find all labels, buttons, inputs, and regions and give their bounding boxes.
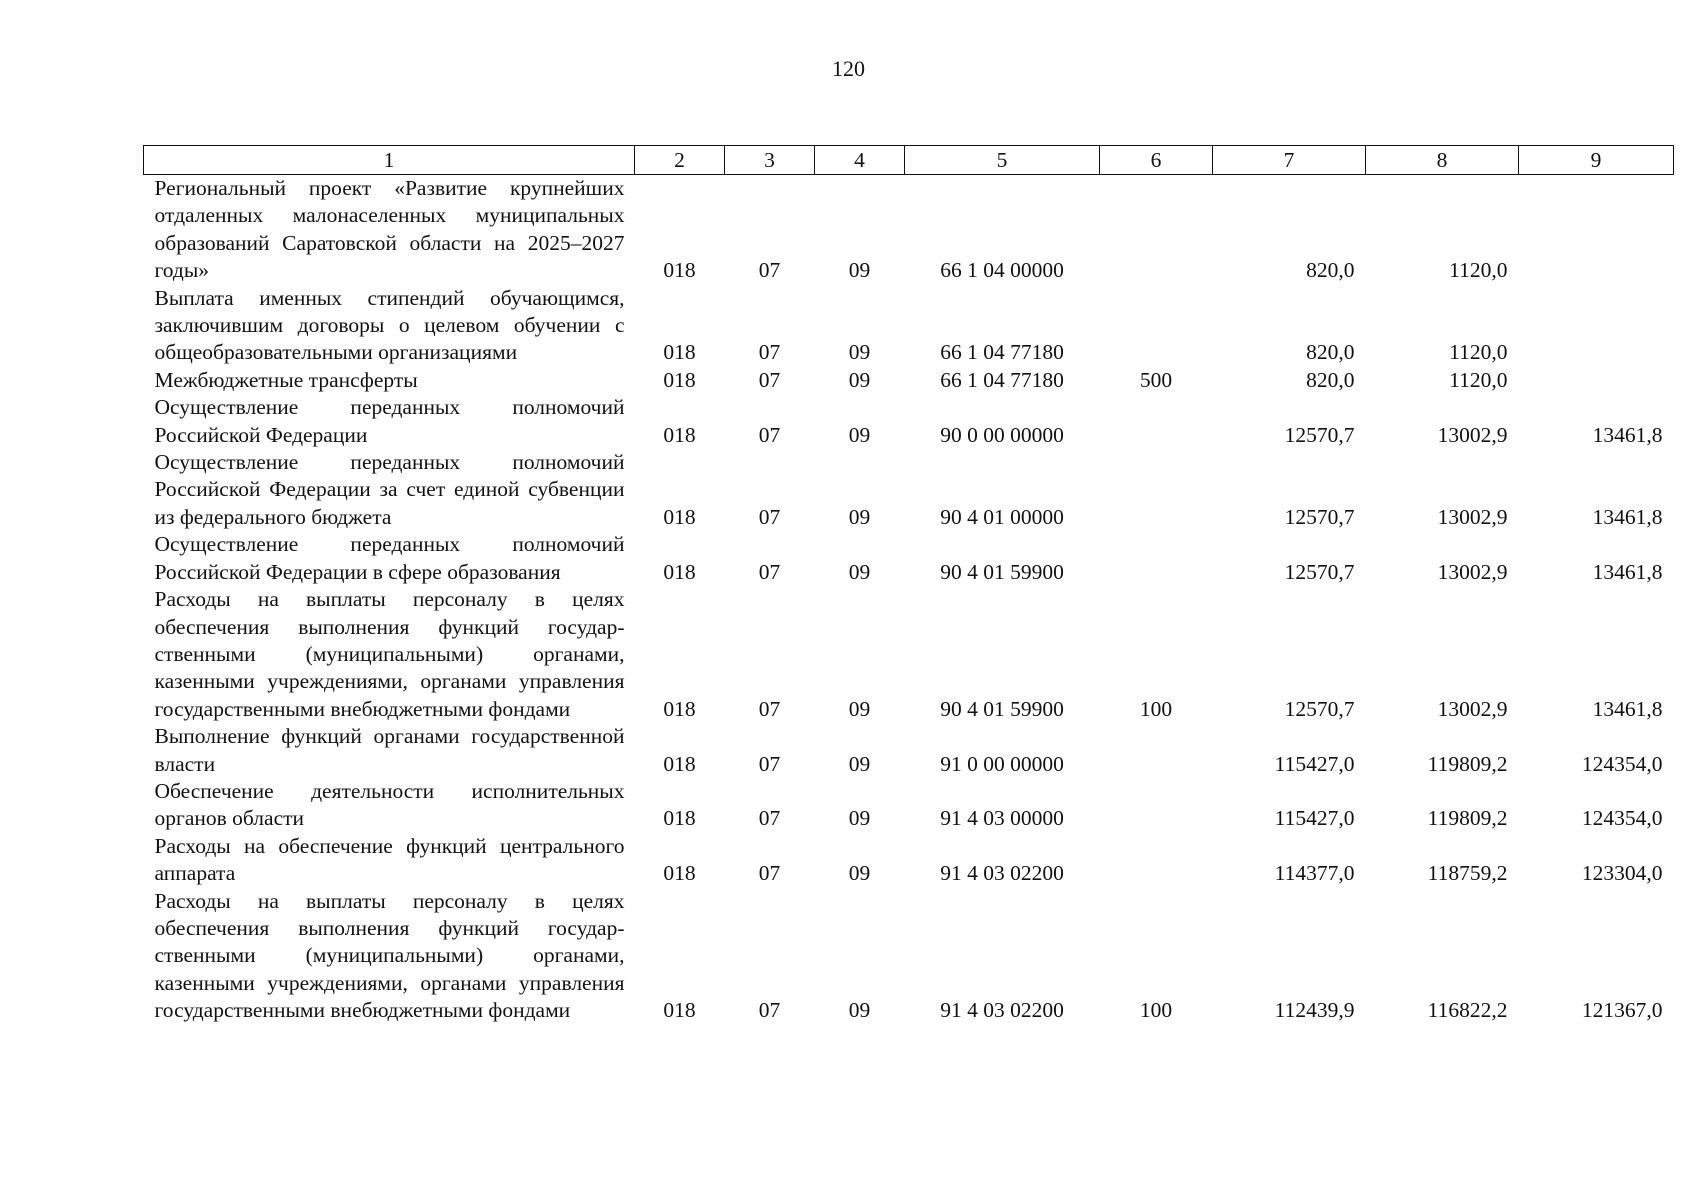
subsection-code-cell: 09: [848, 806, 871, 831]
subsection-code-cell: 09: [848, 861, 871, 886]
amount-col9-cell: 124354,0: [1581, 751, 1663, 776]
amount-col9-cell: 13461,8: [1592, 559, 1663, 584]
amount-col7-cell: 114377,0: [1274, 861, 1355, 886]
table-body: [144, 175, 1674, 1025]
subsection-code-cell: 09: [848, 998, 871, 1023]
column-header: 6: [1100, 146, 1213, 175]
amount-col8-cell: 13002,9: [1437, 504, 1508, 529]
column-header: 1: [144, 146, 635, 175]
expense-type-cell: [1100, 778, 1213, 833]
section-code-cell: 07: [758, 559, 781, 584]
amount-col9-cell: 13461,8: [1592, 422, 1663, 447]
subsection-code-cell: 09: [848, 696, 871, 721]
expense-name-cell: Региональный проект «Развитие крупнейших отдаленных малонаселенных муниципальных образований Саратовской области на 2025–2027 годы»: [154, 176, 625, 283]
amount-col9-cell: 124354,0: [1581, 806, 1663, 831]
expense-name-cell: Выполнение функций органами государственной власти: [154, 724, 625, 776]
table-row: [144, 449, 1674, 531]
expense-type-cell: 100: [1139, 696, 1173, 721]
column-header: 5: [905, 146, 1100, 175]
table-row: [144, 723, 1674, 778]
amount-col7-cell: 820,0: [1306, 340, 1355, 365]
amount-col8-cell: 118759,2: [1427, 861, 1508, 886]
ministry-code-cell: 018: [663, 422, 696, 447]
amount-col7-cell: 820,0: [1306, 367, 1355, 392]
column-header: 4: [815, 146, 905, 175]
table-row: [144, 833, 1674, 888]
amount-col8-cell: 13002,9: [1437, 422, 1508, 447]
table-row: [144, 778, 1674, 833]
target-article-cell: 90 4 01 59900: [940, 559, 1064, 584]
ministry-code-cell: 018: [663, 504, 696, 529]
subsection-code-cell: 09: [848, 340, 871, 365]
amount-col7-cell: 115427,0: [1274, 806, 1355, 831]
amount-col9-cell: 13461,8: [1592, 696, 1663, 721]
amount-col9-cell: 121367,0: [1581, 998, 1663, 1023]
expense-name-cell: Осуществление переданных полномочий Российской Федерации за счет единой субвенции из федерального бюджета: [154, 450, 625, 529]
column-header: 2: [635, 146, 725, 175]
amount-col8-cell: 116822,2: [1427, 998, 1508, 1023]
expense-name-cell: Расходы на выплаты персоналу в целях обеспечения выполнения функций государственными (муниципальными) органами, казенными учреждениями, органами управления государственными внебюджетными фондами: [154, 888, 625, 1023]
amount-col9-cell: [1519, 175, 1674, 285]
expense-type-cell: 100: [1139, 998, 1173, 1023]
ministry-code-cell: 018: [663, 751, 696, 776]
expense-type-cell: [1100, 394, 1213, 449]
amount-col8-cell: 1120,0: [1449, 367, 1508, 392]
section-code-cell: 07: [758, 696, 781, 721]
section-code-cell: 07: [758, 340, 781, 365]
ministry-code-cell: 018: [663, 559, 696, 584]
section-code-cell: 07: [758, 861, 781, 886]
amount-col9-cell: 13461,8: [1592, 504, 1663, 529]
amount-col8-cell: 119809,2: [1427, 751, 1508, 776]
section-code-cell: 07: [758, 367, 781, 392]
table-row: [144, 531, 1674, 586]
ministry-code-cell: 018: [663, 340, 696, 365]
subsection-code-cell: 09: [848, 258, 871, 283]
amount-col8-cell: 13002,9: [1437, 559, 1508, 584]
section-code-cell: 07: [758, 751, 781, 776]
subsection-code-cell: 09: [848, 422, 871, 447]
expense-name-cell: Осуществление переданных полномочий Российской Федерации в сфере образования: [154, 532, 625, 584]
expense-type-cell: [1100, 285, 1213, 367]
ministry-code-cell: 018: [663, 998, 696, 1023]
table-row: [144, 285, 1674, 367]
expense-type-cell: [1100, 175, 1213, 285]
subsection-code-cell: 09: [848, 367, 871, 392]
column-header: 8: [1366, 146, 1519, 175]
ministry-code-cell: 018: [663, 806, 696, 831]
expense-name-cell: Расходы на обеспечение функций центрального аппарата: [154, 833, 625, 886]
table-row: [144, 888, 1674, 1025]
target-article-cell: 91 4 03 02200: [940, 998, 1064, 1023]
section-code-cell: 07: [758, 422, 781, 447]
table-row: [144, 367, 1674, 394]
amount-col7-cell: 12570,7: [1284, 504, 1355, 529]
expense-name-cell: Расходы на выплаты персоналу в целях обеспечения выполнения функций государственными (муниципальными) органами, казенными учреждениями, органами управления государственными внебюджетными фондами: [154, 587, 625, 721]
subsection-code-cell: 09: [848, 559, 871, 584]
expense-name-cell: Осуществление переданных полномочий Российской Федерации: [154, 395, 625, 447]
table-row: [144, 586, 1674, 723]
amount-col9-cell: [1519, 285, 1674, 367]
expense-type-cell: 500: [1139, 367, 1173, 392]
subsection-code-cell: 09: [848, 751, 871, 776]
target-article-cell: 66 1 04 00000: [940, 258, 1064, 283]
amount-col7-cell: 820,0: [1306, 258, 1355, 283]
target-article-cell: 90 4 01 59900: [940, 696, 1064, 721]
table-row: [144, 175, 1674, 285]
section-code-cell: 07: [758, 998, 781, 1023]
target-article-cell: 91 4 03 02200: [940, 861, 1064, 886]
column-header: 9: [1519, 146, 1674, 175]
target-article-cell: 66 1 04 77180: [940, 340, 1064, 365]
target-article-cell: 91 4 03 00000: [940, 806, 1064, 831]
amount-col8-cell: 119809,2: [1427, 806, 1508, 831]
amount-col9-cell: [1519, 367, 1674, 394]
table-header: [144, 146, 1674, 175]
column-header: 7: [1213, 146, 1366, 175]
target-article-cell: 90 4 01 00000: [940, 504, 1064, 529]
amount-col8-cell: 13002,9: [1437, 696, 1508, 721]
ministry-code-cell: 018: [663, 367, 696, 392]
subsection-code-cell: 09: [848, 504, 871, 529]
budget-table: [143, 145, 1674, 1025]
header-row: [144, 146, 1674, 175]
table-row: [144, 394, 1674, 449]
expense-type-cell: [1100, 833, 1213, 888]
amount-col7-cell: 12570,7: [1284, 559, 1355, 584]
amount-col7-cell: 112439,9: [1274, 998, 1355, 1023]
section-code-cell: 07: [758, 806, 781, 831]
ministry-code-cell: 018: [663, 696, 696, 721]
target-article-cell: 90 0 00 00000: [940, 422, 1064, 447]
expense-name-cell: Обеспечение деятельности исполнительных органов области: [154, 778, 625, 831]
page-number: 120: [832, 56, 865, 81]
target-article-cell: 91 0 00 00000: [940, 751, 1064, 776]
amount-col9-cell: 123304,0: [1581, 861, 1663, 886]
section-code-cell: 07: [758, 258, 781, 283]
expense-type-cell: [1100, 449, 1213, 531]
amount-col8-cell: 1120,0: [1449, 340, 1508, 365]
amount-col8-cell: 1120,0: [1449, 258, 1508, 283]
column-header: 3: [725, 146, 815, 175]
amount-col7-cell: 12570,7: [1284, 696, 1355, 721]
amount-col7-cell: 12570,7: [1284, 422, 1355, 447]
expense-type-cell: [1100, 723, 1213, 778]
ministry-code-cell: 018: [663, 258, 696, 283]
section-code-cell: 07: [758, 504, 781, 529]
target-article-cell: 66 1 04 77180: [940, 367, 1064, 392]
expense-type-cell: [1100, 531, 1213, 586]
expense-name-cell: Межбюджетные трансферты: [154, 367, 418, 392]
expense-name-cell: Выплата именных стипендий обучающимся, заключившим договоры о целевом обучении с общеобразовательными организациями: [154, 285, 625, 365]
ministry-code-cell: 018: [663, 861, 696, 886]
amount-col7-cell: 115427,0: [1274, 751, 1355, 776]
